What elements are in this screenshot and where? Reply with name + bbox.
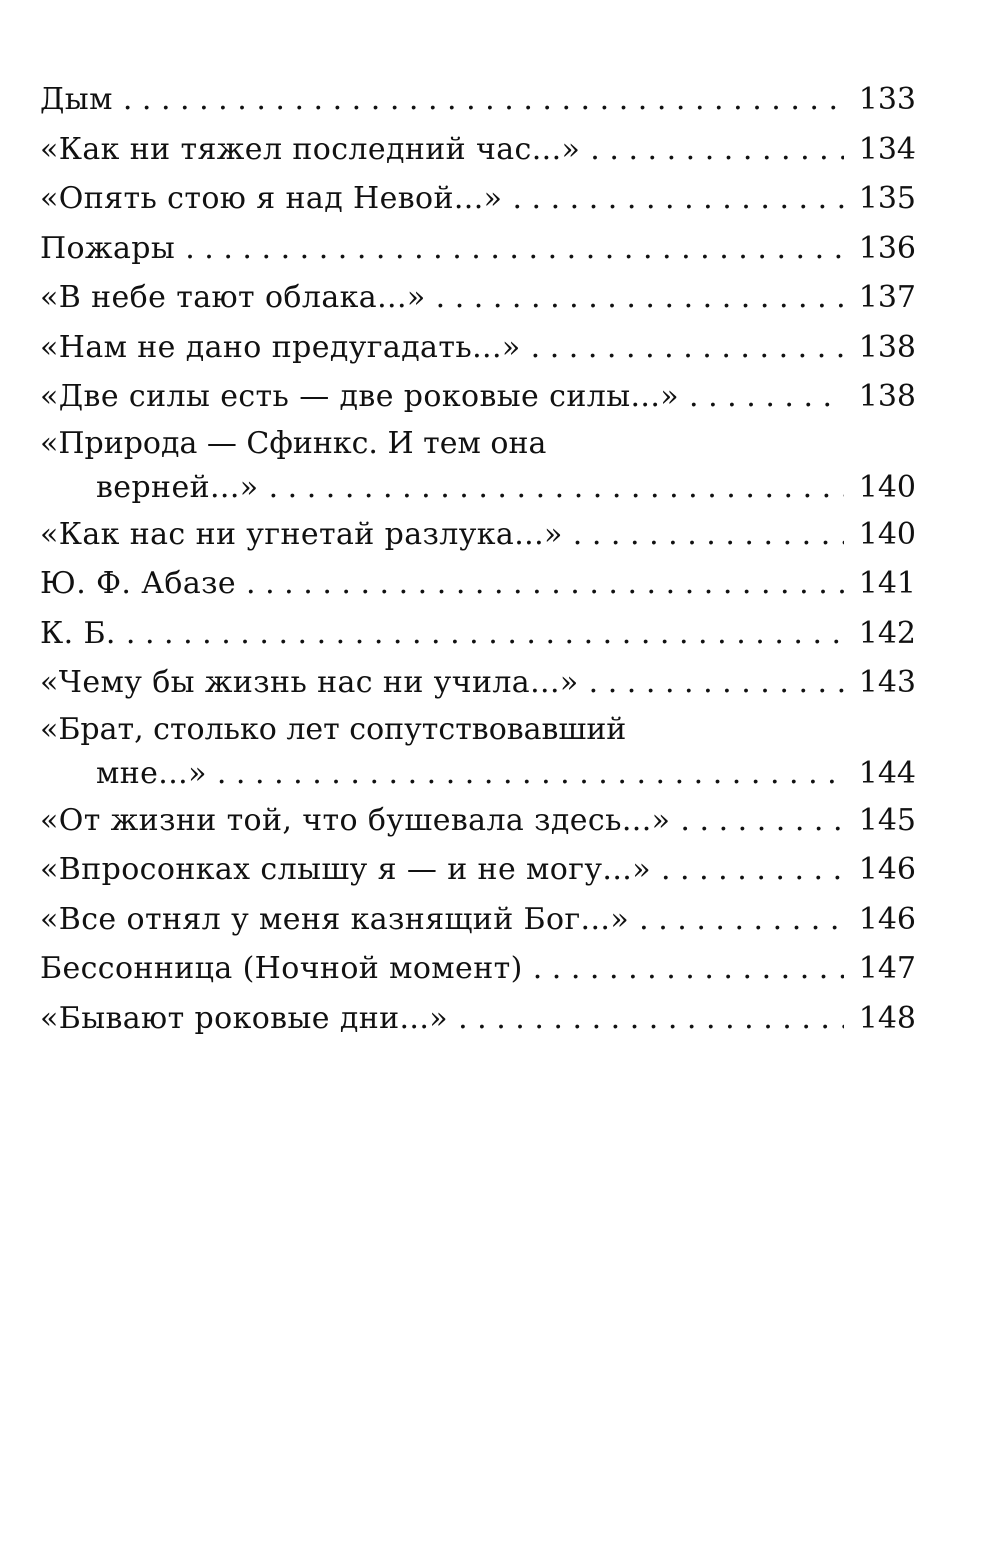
toc-entry <box>40 944 916 994</box>
dot-leader <box>680 796 844 846</box>
toc-entry-title: «Опять стою я над Невой...» <box>40 181 503 216</box>
dot-leader <box>590 125 844 175</box>
toc-entry-page: 136 <box>858 230 916 266</box>
toc-entry-title-line1: «Природа — Сфинкс. И тем она <box>40 425 547 461</box>
toc-entry-page: 146 <box>858 901 916 937</box>
toc-entry-title-line2: верней...» <box>96 469 259 505</box>
toc-entry-title: Ю. Ф. Абазе <box>40 566 237 601</box>
toc-entry-page: 138 <box>858 379 916 414</box>
toc-entry-page: 147 <box>858 951 916 986</box>
dot-leader <box>126 609 844 659</box>
toc-entry <box>40 125 916 175</box>
dot-leader <box>573 510 844 560</box>
toc-entry-page: 137 <box>858 280 916 315</box>
toc-entry-title-line1: «Брат, столько лет сопутствовавший <box>40 711 627 747</box>
toc-entry-title-line2: мне...» <box>96 755 207 791</box>
dot-leader <box>458 994 844 1044</box>
dot-leader <box>123 75 844 125</box>
toc-entry-title: К. Б. <box>40 615 116 651</box>
toc-entry-title: «Две силы есть — две роковые силы...» <box>40 379 680 414</box>
toc-entry <box>40 658 916 708</box>
toc-entry <box>40 174 916 224</box>
toc-entry-page: 148 <box>858 1000 916 1036</box>
toc-entry <box>40 559 916 609</box>
dot-leader <box>217 752 844 796</box>
toc-entry-title: «Бывают роковые дни...» <box>40 1000 449 1036</box>
toc-entry <box>40 323 916 373</box>
toc-entry-title: Пожары <box>40 230 176 266</box>
toc-entry-page: 135 <box>858 181 916 216</box>
toc-entry <box>40 510 916 560</box>
toc-entry-title: «Впросонках слышу я — и не могу...» <box>40 852 651 887</box>
toc-entry-title: Дым <box>40 82 113 117</box>
toc-entry-page: 134 <box>858 131 916 167</box>
dot-leader <box>531 323 844 373</box>
toc-entry-page: 140 <box>858 469 916 505</box>
dot-leader <box>589 658 844 708</box>
dot-leader <box>533 944 844 994</box>
dot-leader <box>639 895 844 945</box>
toc-entry <box>40 845 916 895</box>
dot-leader <box>185 224 844 274</box>
toc-entry <box>40 224 916 274</box>
dot-leader <box>661 845 844 895</box>
toc-entry-title: «В небе тают облака...» <box>40 280 426 315</box>
toc-entry-page: 144 <box>858 755 916 791</box>
toc-entry-page: 141 <box>858 566 916 601</box>
toc-entry <box>40 75 916 125</box>
toc-entry <box>40 372 916 422</box>
dot-leader <box>269 466 844 510</box>
table-of-contents <box>40 75 916 1043</box>
dot-leader <box>436 273 844 323</box>
toc-entry <box>40 273 916 323</box>
toc-entry-page: 138 <box>858 329 916 365</box>
toc-entry-title: «Как нас ни угнетай разлука...» <box>40 516 563 552</box>
toc-entry <box>40 994 916 1044</box>
toc-entry <box>40 895 916 945</box>
toc-entry-page: 142 <box>858 615 916 651</box>
dot-leader <box>512 174 844 224</box>
toc-entry-title: «Все отнял у меня казнящий Бог...» <box>40 901 630 937</box>
toc-entry-title: «Нам не дано предугадать...» <box>40 329 521 365</box>
toc-entry-page: 143 <box>858 665 916 700</box>
toc-entry <box>40 708 916 796</box>
dot-leader <box>246 559 844 609</box>
toc-entry <box>40 422 916 510</box>
toc-entry <box>40 609 916 659</box>
toc-entry-page: 146 <box>858 852 916 887</box>
toc-entry-page: 133 <box>858 82 916 117</box>
toc-entry-title: «Чему бы жизнь нас ни учила...» <box>40 665 579 700</box>
dot-leader <box>689 372 844 422</box>
toc-entry-page: 145 <box>858 802 916 838</box>
toc-entry <box>40 796 916 846</box>
toc-entry-title: «От жизни той, что бушевала здесь...» <box>40 802 671 838</box>
toc-entry-page: 140 <box>858 516 916 552</box>
toc-entry-title: «Как ни тяжел последний час...» <box>40 131 581 167</box>
toc-entry-title: Бессонница (Ночной момент) <box>40 951 523 986</box>
